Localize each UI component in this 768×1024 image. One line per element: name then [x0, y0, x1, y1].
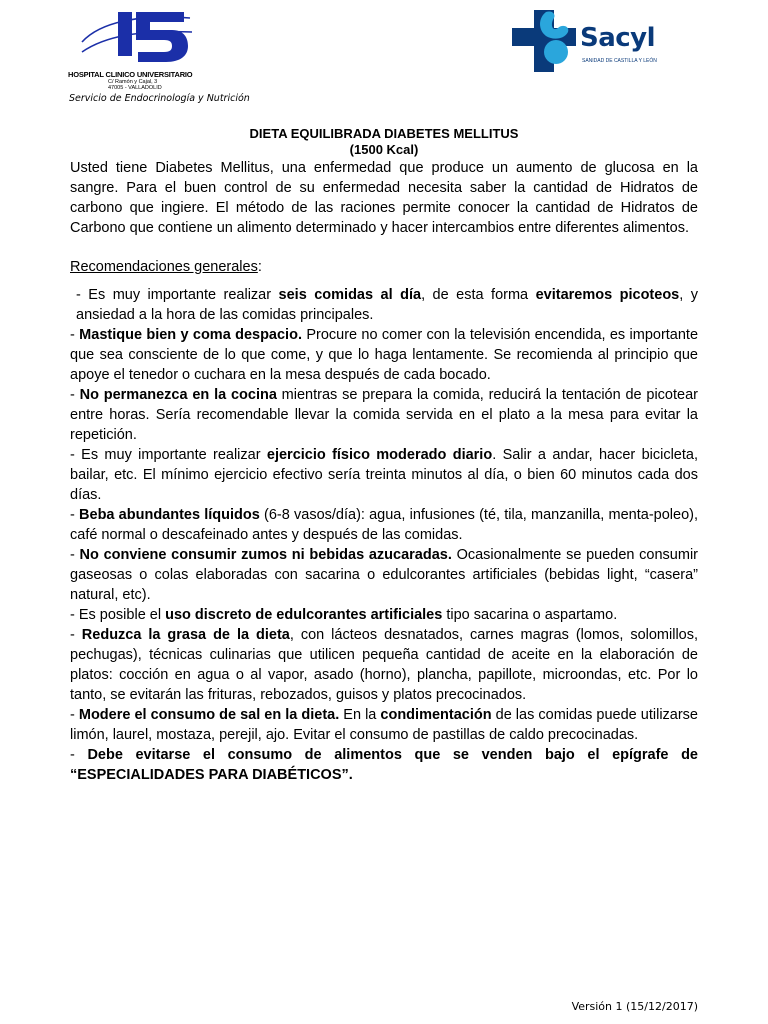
- plain-text: - Es posible el: [70, 607, 166, 623]
- section-heading: [70, 257, 698, 277]
- plain-text: -: [70, 707, 79, 723]
- document-body: [70, 158, 698, 785]
- plain-text: -: [70, 387, 80, 403]
- intro-paragraph: Usted tiene Diabetes Mellitus, una enfermedad que produce un aumento de glucosa en la sangre. Para el buen control de su enfermedad necesita saber la cantidad de Hidratos de carbono que ingiere. El método de las raciones permite conocer la cantidad de Hidratos de Carbono que contiene un alimento determinado y hacer intercambios entre diferentes alimentos.: [70, 160, 698, 236]
- document-subtitle: (1500 Kcal): [349, 142, 419, 157]
- hospital-name: HOSPITAL CLINICO UNIVERSITARIO: [68, 70, 193, 79]
- bold-text: condimentación: [380, 707, 492, 723]
- plain-text: mientras se prepara la comida, reducirá la tentación de picotear entre horas. Sería recomendable llevar la comida servida en el plato a la mesa para evitar la repetición.: [70, 387, 698, 443]
- recommendation-item: [70, 385, 698, 445]
- plain-text: (6-8 vasos/día): agua, infusiones (té, tila, manzanilla, menta-poleo), café normal o descafeinado antes y después de las comidas.: [70, 507, 698, 543]
- plain-text: Procure no comer con la televisión encendida, es importante que sea consciente de lo que come, y que lo haga lentamente. Se recomienda al principio que apoye el tenedor o cuchara en la mesa después de cada bocado.: [70, 327, 699, 383]
- address-line-2: 47005 - VALLADOLID: [108, 85, 162, 91]
- recommendation-item: [70, 625, 698, 705]
- plain-text: , con lácteos desnatados, carnes magras (lomos, solomillos, pechugas), técnicas culinarias que utilicen pequeña cantidad de aceite en la elaboración de platos: cocción en agua o al vapor, asado (horno), plancha, papillote, microondas, etc. Por lo tanto, se evitarán las frituras, rebozados, guisos y platos precocinados.: [70, 627, 699, 703]
- service-name: Servicio de Endocrinología y Nutrición: [69, 93, 250, 104]
- section-heading-colon: :: [257, 259, 262, 275]
- plain-text: -: [70, 507, 80, 523]
- plain-text: -: [70, 747, 88, 763]
- plain-text: - Es muy importante realizar: [76, 287, 279, 303]
- sacyl-subtitle: SANIDAD DE CASTILLA Y LEÓN: [582, 58, 657, 64]
- recommendation-item: [70, 705, 698, 745]
- section-heading-text: Recomendaciones generales: [70, 259, 258, 275]
- plain-text: de las comidas puede utilizarse limón, laurel, mostaza, perejil, ajo. Evitar el consumo de pastillas de caldo precocinadas.: [70, 707, 698, 743]
- bold-text: No conviene consumir zumos ni bebidas azucaradas.: [79, 547, 452, 563]
- plain-text: . Salir a andar, hacer bicicleta, bailar, etc. El mínimo ejercicio efectivo sería treinta minutos al día, o bien 60 minutos cada dos días.: [70, 447, 698, 503]
- sacyl-logo: [512, 8, 692, 78]
- recommendations-list: [70, 285, 698, 785]
- hospital-address: [108, 79, 238, 91]
- bold-text: Mastique bien y coma despacio.: [79, 327, 302, 343]
- bold-text: Reduzca la grasa de la dieta: [81, 627, 290, 643]
- recommendation-item: [70, 505, 698, 545]
- plain-text: Ocasionalmente se pueden consumir gaseosas o colas elaboradas con sacarina o edulcorantes artificiales (bebidas light, “casera” natural, etc).: [70, 547, 699, 603]
- sacyl-wordmark: Sacyl: [580, 23, 656, 53]
- hospital-logo: [68, 8, 258, 106]
- bold-text: Modere el consumo de sal en la dieta.: [78, 707, 340, 723]
- recommendation-item: [70, 445, 698, 505]
- plain-text: , de esta forma: [421, 287, 536, 303]
- document-title: DIETA EQUILIBRADA DIABETES MELLITUS: [249, 126, 519, 141]
- bold-text: ejercicio físico moderado diario: [266, 447, 493, 463]
- plain-text: - Es muy importante realizar: [70, 447, 267, 463]
- address-line-1: C/ Ramón y Cajal, 3: [108, 79, 158, 85]
- plain-text: En la: [339, 707, 381, 723]
- plain-text: -: [70, 627, 82, 643]
- plain-text: tipo sacarina o aspartamo.: [442, 607, 618, 623]
- recommendation-item: [70, 545, 698, 605]
- bold-text: No permanezca en la cocina: [79, 387, 277, 403]
- hospital-emblem-icon: [80, 8, 200, 70]
- plain-text: -: [70, 327, 80, 343]
- recommendation-item: [70, 745, 698, 785]
- recommendation-item: [70, 605, 698, 625]
- bold-text: Debe evitarse el consumo de alimentos que se venden bajo el epígrafe de “ESPECIALIDADES PARA DIABÉTICOS”.: [70, 747, 699, 783]
- plain-text: , y ansiedad a la hora de las comidas principales.: [76, 287, 698, 323]
- bold-text: uso discreto de edulcorantes artificiales: [165, 607, 443, 623]
- version-label: Versión 1 (15/12/2017): [571, 1000, 698, 1013]
- bold-text: evitaremos picoteos: [535, 287, 680, 303]
- recommendation-item: [70, 285, 698, 325]
- plain-text: -: [70, 547, 80, 563]
- bold-text: Beba abundantes líquidos: [79, 507, 260, 523]
- bold-text: seis comidas al día: [278, 287, 422, 303]
- sacyl-cross-icon: [512, 8, 580, 74]
- recommendation-item: [70, 325, 698, 385]
